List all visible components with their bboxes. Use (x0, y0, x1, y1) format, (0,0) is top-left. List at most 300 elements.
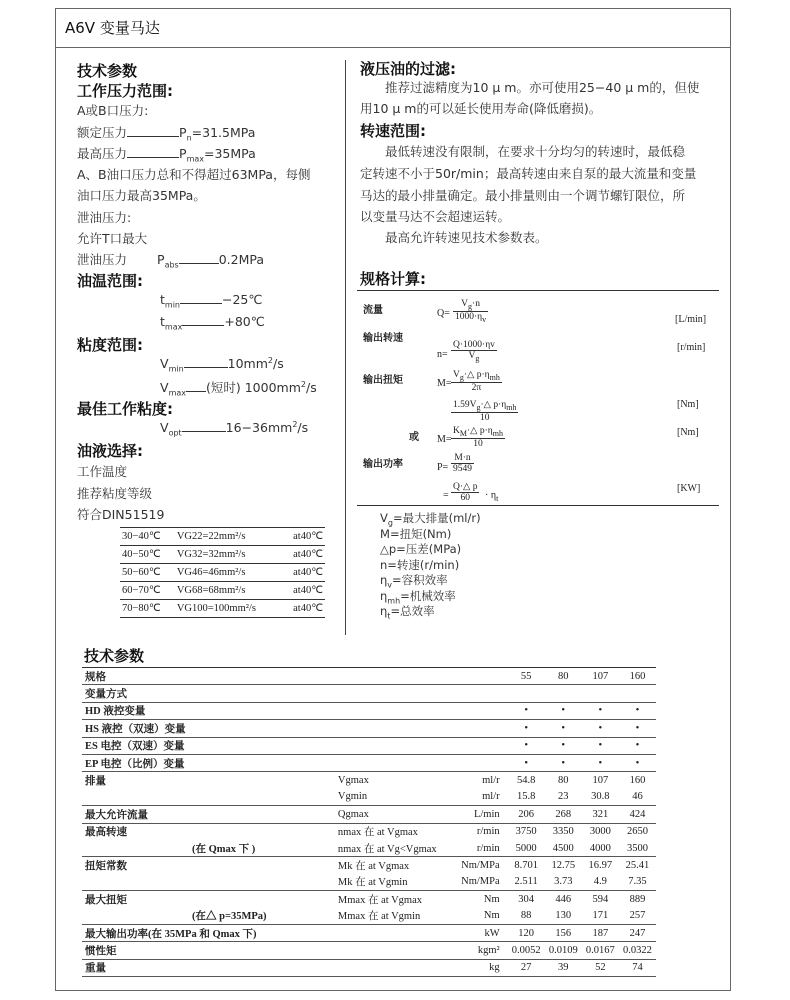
spec-value: 54.8 (516, 775, 536, 787)
spec-unit (445, 754, 508, 771)
spec-value: 0.0052 (508, 942, 545, 959)
speed-line-5: 最高允许转速见技术参数表。 (385, 230, 548, 245)
page-title: A6V 变量马达 (65, 19, 160, 37)
torque-label: 输出扭矩 (363, 375, 403, 386)
total-pressure-2: 油口压力最高35MPa。 (77, 188, 206, 203)
spec-row (82, 823, 656, 840)
spec-symbol: Mmax 在 at Vgmax (337, 894, 423, 906)
vmin-row (160, 356, 284, 374)
spec-value: 88 (508, 907, 545, 924)
spec-row (82, 737, 656, 754)
max-pressure-label: 最高压力 (77, 146, 128, 161)
oil-table-cell: at40℃ (282, 600, 326, 618)
spec-value: 39 (545, 959, 582, 976)
spec-unit: kg (445, 959, 508, 976)
torque-num-rest: ·△ p·η (463, 370, 490, 380)
oil-table-cell: VG46=46mm²/s (175, 564, 282, 582)
spec-row (82, 874, 656, 891)
oil-table-row (120, 546, 325, 564)
spec-value: 4000 (582, 840, 619, 857)
flow-label: 流量 (363, 305, 383, 316)
spec-value: 27 (508, 959, 545, 976)
spec-symbol (335, 720, 445, 737)
tmin-row (160, 292, 262, 310)
temp-heading: 油温范围: (77, 272, 143, 290)
spec-label: 最大允许流量 (82, 806, 335, 823)
legend-item (380, 526, 481, 542)
spec-unit: Nm/MPa (445, 874, 508, 891)
drain-pressure-row (77, 250, 264, 270)
spec-symbol (335, 737, 445, 754)
vmax-sym: V (160, 380, 169, 395)
calc-heading: 规格计算: (360, 270, 426, 288)
spec-row (82, 754, 656, 771)
tmax-sym: t (160, 314, 165, 329)
formula-box (357, 290, 719, 506)
spec-value: 2.511 (508, 874, 545, 891)
spec-symbol (335, 668, 445, 685)
spec-symbol: Vgmin (335, 789, 445, 806)
legend-text: =总效率 (390, 604, 435, 618)
spec-value: 80 (545, 668, 582, 685)
spec-symbol: nmax 在 at Vgmax (337, 827, 418, 839)
spec-label: 惯性矩 (82, 942, 335, 959)
spec-value: • (619, 702, 656, 719)
spec-row (82, 942, 656, 959)
spec-value: 107 (582, 668, 619, 685)
spec-label: EP 电控（比例）变量 (82, 754, 335, 771)
oil-line-3: 符合DIN51519 (77, 507, 165, 522)
spec-row (82, 720, 656, 737)
spec-value (508, 685, 545, 702)
torque3-num: K (453, 426, 460, 436)
spec-value: 3350 (552, 826, 574, 838)
drain-sym: P (157, 252, 165, 267)
spec-unit (445, 702, 508, 719)
oil-selection-heading: 油液选择: (77, 442, 143, 460)
power2-rest-text: · η (485, 490, 497, 501)
legend-symbol: η (380, 588, 388, 603)
legend-text: =压差(MPa) (396, 542, 462, 556)
legend-text: =机械效率 (400, 588, 456, 603)
torque2-num-sub2: mh (506, 402, 517, 412)
spec-value: 156 (545, 924, 582, 941)
spec-value: 30.8 (582, 789, 619, 806)
spec-value: • (545, 754, 582, 771)
column-divider (345, 60, 346, 635)
torque3-den: 10 (473, 438, 483, 449)
spec-value: • (582, 720, 619, 737)
spec-value (582, 685, 619, 702)
spec-value: 424 (619, 806, 656, 823)
spec-value: 889 (629, 893, 646, 905)
spec-unit: ml/r (482, 775, 500, 787)
spec-symbol: Qgmax (335, 806, 445, 823)
torque-lhs: M= (437, 378, 452, 389)
rated-pressure-sym: P (179, 125, 187, 140)
spec-value: 107 (592, 775, 609, 787)
flow-den-sub: v (482, 314, 487, 324)
spec-row (82, 806, 656, 823)
oil-table-row (120, 528, 325, 546)
flow-lhs: Q= (437, 308, 450, 319)
oil-table-cell: 40−50℃ (120, 546, 175, 564)
spec-symbol: Vgmax (337, 775, 369, 787)
torque-fraction (451, 369, 502, 393)
power-lhs: P= (437, 462, 449, 473)
spec-unit: ml/r (445, 789, 508, 806)
oil-table-row (120, 564, 325, 582)
spec-row (82, 772, 656, 789)
symbol-legend (380, 510, 481, 619)
spec-value: • (508, 754, 545, 771)
torque-num-sub2: mh (489, 372, 500, 382)
vmin-sq: 2 (267, 356, 274, 365)
drain-allow: 允许T口最大 (77, 231, 148, 246)
flow-num-rest: ·n (472, 299, 480, 309)
spec-row (82, 959, 656, 976)
spec-value: • (582, 737, 619, 754)
spec-symbol (335, 702, 445, 719)
spec-value: 4.9 (582, 874, 619, 891)
spec-value: 268 (545, 806, 582, 823)
power2-rest-sub: t (496, 494, 499, 503)
power2-fraction (451, 481, 479, 503)
spec-value: • (582, 754, 619, 771)
torque3-num-sub: M (459, 428, 467, 438)
spec-table (82, 667, 656, 977)
max-pressure-row (77, 144, 256, 164)
legend-item (380, 588, 481, 604)
spec-label: 最大扭矩 (85, 894, 127, 906)
spec-value: 3000 (589, 826, 611, 838)
spec-value: 3500 (619, 840, 656, 857)
flow-fraction (453, 299, 488, 324)
vmin-sub: min (168, 364, 184, 374)
legend-symbol: η (380, 573, 388, 587)
spec-value: • (545, 720, 582, 737)
spec-row (82, 702, 656, 719)
legend-text: =容积效率 (392, 573, 448, 587)
torque2-num-sub: g (476, 402, 481, 412)
spec-value: • (582, 702, 619, 719)
spec-value: 247 (619, 924, 656, 941)
power-num: M·n (454, 453, 471, 463)
spec-value: 80 (558, 775, 569, 787)
torque2-num: 1.59V (453, 400, 477, 410)
spec-value: • (508, 720, 545, 737)
spec-value: • (508, 702, 545, 719)
total-pressure-1: A、B油口压力总和不得超过63MPa，每侧 (77, 167, 311, 182)
spec-value: 130 (545, 907, 582, 924)
filter-line-2: 用10 μ m的可以延长使用寿命(降低磨损)。 (360, 101, 602, 116)
oil-table-row (120, 582, 325, 600)
filter-line-1: 推荐过滤精度为10 μ m。亦可使用25−40 μ m的，但使 (385, 80, 700, 95)
vopt-value: 16−36mm (225, 420, 293, 436)
rated-pressure-sub: n (186, 133, 192, 143)
vmax-sub: max (168, 388, 186, 398)
flow-unit: [L/min] (675, 314, 707, 325)
spec-value: 594 (592, 893, 609, 905)
rated-pressure-value: =31.5MPa (191, 125, 256, 140)
spec-unit (445, 720, 508, 737)
spec-value: 321 (582, 806, 619, 823)
legend-symbol: M (380, 526, 390, 541)
oil-table-cell: VG100=100mm²/s (175, 600, 282, 618)
spec-unit (445, 685, 508, 702)
torque-num-sub: g (459, 372, 464, 382)
spec-value: • (545, 702, 582, 719)
torque2-den: 10 (479, 412, 490, 423)
spec-label: 最大输出功率(在 35MPa 和 Qmax 下) (82, 924, 335, 941)
spec-value: • (619, 720, 656, 737)
legend-item (380, 603, 481, 619)
power2-num: Q·△ p (453, 482, 478, 492)
speed-line-3: 马达的最小排量确定。最小排量则由一个调节螺钉限位，所 (360, 188, 686, 203)
max-pressure-sub: max (186, 154, 204, 164)
oil-table-cell: VG68=68mm²/s (175, 582, 282, 600)
spec-label: 变量方式 (82, 685, 335, 702)
spec-value: 8.701 (514, 859, 538, 871)
spec-row (82, 924, 656, 941)
spec-symbol: Mk 在 at Vgmax (337, 860, 410, 872)
vmax-unit: /s (306, 380, 317, 395)
viscosity-heading: 粘度范围: (77, 336, 143, 354)
rated-pressure-row (77, 123, 255, 143)
power-fraction (451, 453, 474, 474)
vmax-sq: 2 (300, 379, 306, 389)
legend-item (380, 541, 481, 557)
spec-value: 3.73 (545, 874, 582, 891)
spec-value: 25.41 (625, 859, 650, 871)
vopt-sq: 2 (292, 420, 298, 429)
speed-unit: [r/min] (677, 342, 706, 353)
oil-grade-table (120, 527, 325, 618)
spec-value: 16.97 (588, 859, 613, 871)
legend-symbol: n (380, 557, 388, 572)
torque3-num-sub2: mh (492, 428, 503, 438)
speed-lhs: n= (437, 349, 448, 360)
spec-label: 重量 (82, 959, 335, 976)
spec-row (82, 685, 656, 702)
spec-unit: Nm/MPa (461, 859, 500, 871)
spec-symbol (335, 924, 445, 941)
flow-num: V (461, 299, 469, 309)
pressure-heading: 工作压力范围: (77, 82, 173, 100)
spec-value: 3750 (515, 826, 537, 838)
spec-value: 160 (619, 668, 656, 685)
spec-symbol: nmax 在 at Vg<Vgmax (335, 840, 445, 857)
spec-label: HD 液控变量 (82, 702, 335, 719)
spec-value: 0.0167 (582, 942, 619, 959)
spec-row (82, 907, 656, 924)
power2-den: 60 (460, 493, 470, 503)
oil-table-cell: 30−40℃ (120, 528, 175, 546)
oil-table-cell: at40℃ (282, 582, 326, 600)
drain-heading: 泄油压力: (77, 210, 132, 225)
oil-table-cell: VG32=32mm²/s (175, 546, 282, 564)
spec-row (82, 891, 656, 908)
tmin-sym: t (160, 292, 165, 307)
speed-fraction (451, 340, 497, 363)
spec-unit: kW (445, 924, 508, 941)
spec-value: 5000 (508, 840, 545, 857)
spec-label (82, 789, 335, 806)
spec-value: 187 (582, 924, 619, 941)
torque2-num-rest: ·△ p·η (480, 400, 507, 410)
spec-value: 120 (508, 924, 545, 941)
oil-table-cell: 60−70℃ (120, 582, 175, 600)
tmax-value: +80℃ (224, 314, 265, 329)
vmin-sym: V (160, 356, 169, 372)
torque-unit: [Nm] (677, 399, 699, 410)
spec-value (545, 685, 582, 702)
speed-den: V (468, 351, 476, 361)
speed-line-1: 最低转速没有限制，在要求十分均匀的转速时，最低稳 (385, 144, 686, 159)
filter-heading: 液压油的过滤: (360, 60, 456, 78)
spec-unit (445, 668, 508, 685)
vmax-row (160, 378, 317, 398)
spec-title: 技术参数 (84, 647, 145, 665)
speed-line-4: 以变量马达不会超速运转。 (360, 209, 511, 224)
spec-unit: r/min (445, 840, 508, 857)
speed-line-2: 定转速不小于50r/min；最高转速由来自泵的最大流量和变量 (360, 166, 697, 181)
spec-value: 55 (508, 668, 545, 685)
tmax-row (160, 314, 265, 332)
spec-unit: kgm² (445, 942, 508, 959)
spec-symbol (335, 685, 445, 702)
spec-symbol (335, 959, 445, 976)
spec-value: • (619, 754, 656, 771)
spec-label: (在 Qmax 下 ) (82, 840, 335, 857)
spec-value: 304 (518, 893, 535, 905)
or-label: 或 (409, 432, 419, 443)
spec-label: 扭矩常数 (85, 860, 127, 872)
spec-value: 2650 (626, 826, 648, 838)
spec-value: 0.0109 (545, 942, 582, 959)
spec-value: • (545, 737, 582, 754)
spec-label: 排量 (85, 776, 106, 788)
spec-value: 23 (545, 789, 582, 806)
oil-table-cell: 50−60℃ (120, 564, 175, 582)
oil-table-row (120, 600, 325, 618)
oil-table-cell: at40℃ (282, 564, 326, 582)
speed-num: Q·1000·ηv (453, 340, 495, 350)
pressure-ab: A或B口压力: (77, 103, 149, 118)
spec-row (82, 668, 656, 685)
torque-den: 2π (471, 382, 482, 393)
spec-label: HS 液控（双速）变量 (82, 720, 335, 737)
spec-unit: Nm (483, 893, 500, 905)
spec-value: 15.8 (508, 789, 545, 806)
speed-den-sub: g (475, 353, 480, 363)
torque3-lhs: M= (437, 434, 452, 445)
torque3-fraction (451, 425, 505, 449)
legend-symbol: η (380, 604, 388, 618)
torque3-unit: [Nm] (677, 427, 699, 438)
torque3-num-rest: ·△ p·η (467, 426, 493, 436)
legend-text: =扭矩(Nm) (389, 526, 452, 541)
spec-value (619, 685, 656, 702)
spec-value: 74 (619, 959, 656, 976)
torque2-fraction (451, 399, 518, 423)
flow-num-sub: g (468, 301, 473, 311)
spec-row (82, 840, 656, 857)
spec-label: 最高转速 (85, 827, 127, 839)
legend-subscript: mh (387, 595, 401, 605)
spec-value: 7.35 (619, 874, 656, 891)
tmin-sub: min (164, 300, 180, 310)
tmin-value: −25℃ (222, 292, 263, 307)
oil-table-cell: 70−80℃ (120, 600, 175, 618)
legend-item (380, 510, 481, 526)
legend-subscript: g (387, 518, 393, 528)
spec-label: 规格 (82, 668, 335, 685)
spec-value: 12.75 (551, 859, 576, 871)
vmin-value: 10mm (227, 356, 268, 372)
spec-value: • (508, 737, 545, 754)
oil-table-cell: at40℃ (282, 546, 326, 564)
oil-table-cell: at40℃ (282, 528, 326, 546)
max-pressure-sym: P (179, 146, 187, 161)
spec-value: 446 (555, 893, 572, 905)
spec-symbol (335, 942, 445, 959)
spec-unit: r/min (476, 826, 500, 838)
power-den: 9549 (453, 464, 472, 474)
spec-unit: Nm (445, 907, 508, 924)
spec-row (82, 857, 656, 874)
vopt-unit: /s (297, 420, 309, 436)
vopt-sym: V (160, 420, 169, 436)
legend-subscript: v (387, 580, 393, 590)
page-header (55, 8, 731, 48)
oil-table-cell: VG22=22mm²/s (175, 528, 282, 546)
legend-text: =转速(r/min) (387, 557, 460, 572)
spec-value: 46 (619, 789, 656, 806)
speed-heading: 转速范围: (360, 122, 426, 140)
spec-symbol: Mk 在 at Vgmin (335, 874, 445, 891)
power2-rest (485, 490, 498, 503)
spec-value: 52 (582, 959, 619, 976)
rated-pressure-label: 额定压力 (77, 125, 128, 140)
power-unit: [KW] (677, 483, 701, 494)
vopt-row (160, 420, 308, 438)
spec-value: 160 (629, 775, 646, 787)
power-label: 输出功率 (363, 459, 403, 470)
torque-num: V (453, 370, 460, 380)
power2-eq: = (443, 490, 449, 501)
optimal-viscosity-heading: 最佳工作粘度: (77, 400, 173, 418)
max-pressure-value: =35MPa (204, 146, 256, 161)
legend-subscript: t (387, 611, 391, 621)
spec-value: 206 (508, 806, 545, 823)
spec-unit: L/min (445, 806, 508, 823)
tech-params-heading: 技术参数 (77, 62, 138, 80)
spec-label: ES 电控（双速）变量 (82, 737, 335, 754)
spec-unit (445, 737, 508, 754)
spec-value: 257 (619, 907, 656, 924)
drain-sub: abs (164, 260, 179, 270)
legend-item (380, 557, 481, 573)
vmin-unit: /s (273, 356, 284, 372)
spec-label: (在△ p=35MPa) (82, 907, 335, 924)
spec-value: 171 (582, 907, 619, 924)
spec-value: 4500 (545, 840, 582, 857)
legend-symbol: V (380, 511, 388, 525)
tmax-sub: max (164, 322, 183, 332)
drain-pressure-label: 泄油压力 (77, 252, 128, 267)
oil-line-2: 推荐粘度等级 (77, 486, 153, 501)
